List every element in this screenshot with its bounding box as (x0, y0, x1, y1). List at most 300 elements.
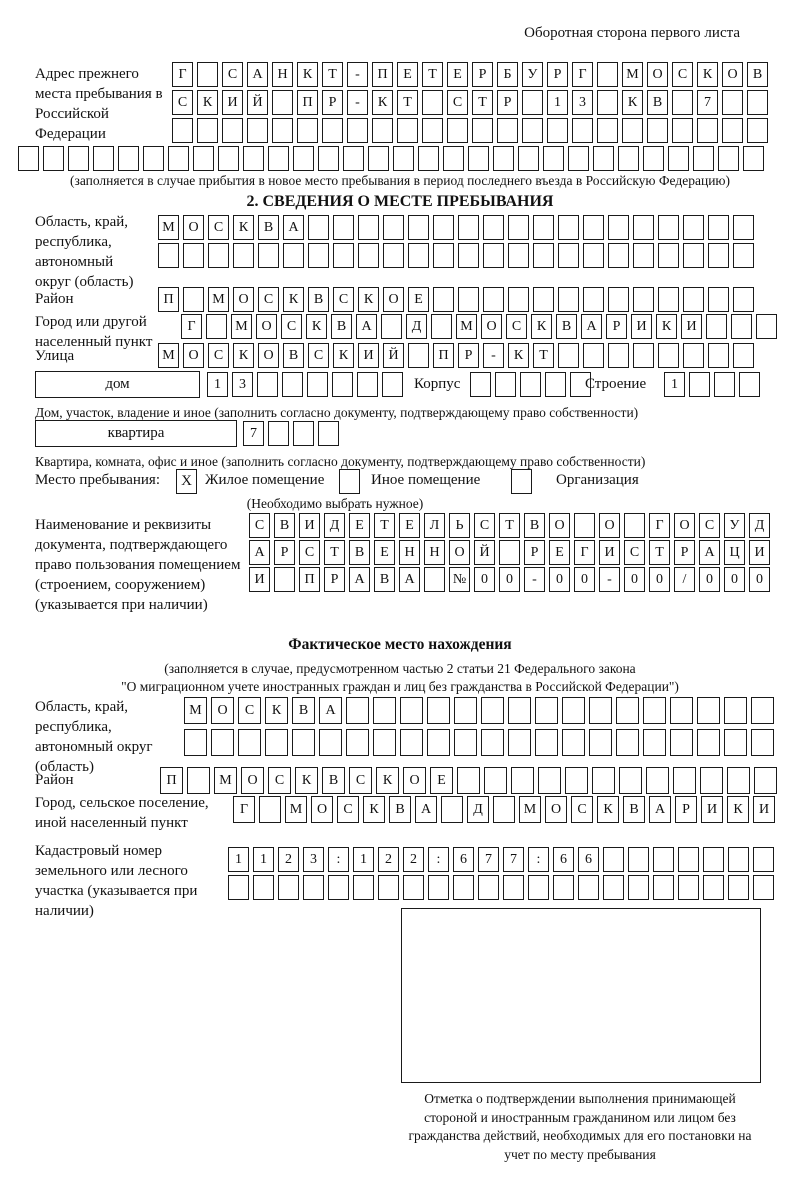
char-cell (493, 146, 514, 171)
char-cell: И (681, 314, 702, 339)
prev-address-row-3[interactable] (172, 118, 772, 143)
char-cell: С (172, 90, 193, 115)
char-cell (422, 118, 443, 143)
char-cell (558, 343, 579, 368)
char-cell: 2 (278, 847, 299, 872)
char-cell: О (383, 287, 404, 312)
char-cell (283, 243, 304, 268)
apartment-note: Квартира, комната, офис и иное (заполнить согласно документу, подтверждающему право собственности) (35, 454, 646, 469)
char-cell (724, 697, 747, 724)
char-cell (353, 875, 374, 900)
char-cell (753, 847, 774, 872)
char-cell: В (292, 697, 315, 724)
actual-city-label: Город, сельское поселение, иной населенный пункт (35, 795, 209, 831)
char-cell: - (483, 343, 504, 368)
char-cell: Е (447, 62, 468, 87)
char-cell (347, 118, 368, 143)
char-cell (592, 767, 615, 794)
apartment-number-row[interactable] (243, 421, 343, 446)
char-cell: 0 (699, 567, 720, 592)
actual-district-label: Район (35, 772, 74, 788)
char-cell (408, 343, 429, 368)
char-cell: М (158, 343, 179, 368)
prev-address-row-4[interactable] (18, 146, 768, 171)
char-cell (265, 729, 288, 756)
char-cell (458, 287, 479, 312)
char-cell: 7 (478, 847, 499, 872)
char-cell (658, 215, 679, 240)
char-cell (589, 697, 612, 724)
char-cell: Д (406, 314, 427, 339)
char-cell: О (311, 796, 333, 823)
char-cell: О (233, 287, 254, 312)
char-cell: К (531, 314, 552, 339)
char-cell (433, 215, 454, 240)
document-row-1[interactable] (249, 513, 774, 538)
checkbox-organizaciya[interactable] (511, 469, 532, 494)
char-cell (562, 697, 585, 724)
char-cell (583, 243, 604, 268)
char-cell: М (519, 796, 541, 823)
char-cell (708, 287, 729, 312)
char-cell: К (372, 90, 393, 115)
char-cell (322, 118, 343, 143)
char-cell: К (233, 215, 254, 240)
char-cell (308, 215, 329, 240)
char-cell: К (265, 697, 288, 724)
char-cell (653, 875, 674, 900)
actual-district-row[interactable] (160, 767, 781, 794)
prev-address-row-1[interactable] (172, 62, 772, 87)
char-cell: 0 (574, 567, 595, 592)
cadastral-row-1[interactable] (228, 847, 778, 872)
char-cell: - (599, 567, 620, 592)
char-cell: О (449, 540, 470, 565)
char-cell (308, 243, 329, 268)
char-cell (373, 697, 396, 724)
char-cell (383, 243, 404, 268)
char-cell (518, 146, 539, 171)
char-cell (597, 62, 618, 87)
checkbox-inoe[interactable] (339, 469, 360, 494)
char-cell (211, 729, 234, 756)
char-cell: 1 (207, 372, 228, 397)
char-cell: И (631, 314, 652, 339)
char-cell: С (474, 513, 495, 538)
char-cell: В (283, 343, 304, 368)
char-cell: Л (424, 513, 445, 538)
char-cell: М (456, 314, 477, 339)
char-cell (608, 287, 629, 312)
char-cell (724, 729, 747, 756)
char-cell: И (249, 567, 270, 592)
confirmation-stamp-box (401, 908, 761, 1083)
char-cell (447, 118, 468, 143)
char-cell (472, 118, 493, 143)
checkbox-zhiloe[interactable]: X (176, 469, 197, 494)
char-cell: Д (324, 513, 345, 538)
char-cell: 1 (547, 90, 568, 115)
char-cell (553, 875, 574, 900)
char-cell (400, 729, 423, 756)
char-cell (628, 847, 649, 872)
char-cell (603, 847, 624, 872)
char-cell (400, 697, 423, 724)
char-cell: М (208, 287, 229, 312)
char-cell (458, 243, 479, 268)
char-cell: Н (399, 540, 420, 565)
char-cell: И (753, 796, 775, 823)
char-cell (172, 118, 193, 143)
char-cell: О (211, 697, 234, 724)
char-cell (453, 875, 474, 900)
char-cell: С (337, 796, 359, 823)
char-cell: Г (574, 540, 595, 565)
char-cell: С (281, 314, 302, 339)
char-cell: А (415, 796, 437, 823)
char-cell (670, 729, 693, 756)
char-cell (143, 146, 164, 171)
char-cell (381, 314, 402, 339)
char-cell (558, 287, 579, 312)
actual-region-row-2[interactable] (184, 729, 778, 756)
char-cell (193, 146, 214, 171)
char-cell: Е (430, 767, 453, 794)
char-cell (319, 729, 342, 756)
char-cell (427, 697, 450, 724)
char-cell: Д (749, 513, 770, 538)
char-cell (728, 875, 749, 900)
char-cell (683, 343, 704, 368)
char-cell: А (699, 540, 720, 565)
char-cell: С (571, 796, 593, 823)
stroenie-label: Строение (585, 376, 647, 392)
char-cell: С (249, 513, 270, 538)
char-cell (357, 372, 378, 397)
char-cell: С (349, 767, 372, 794)
char-cell: Е (397, 62, 418, 87)
char-cell (158, 243, 179, 268)
char-cell (597, 118, 618, 143)
char-cell (608, 343, 629, 368)
char-cell (658, 287, 679, 312)
char-cell: И (358, 343, 379, 368)
char-cell (268, 421, 289, 446)
char-cell: К (297, 62, 318, 87)
char-cell (603, 875, 624, 900)
char-cell: С (268, 767, 291, 794)
char-cell (468, 146, 489, 171)
char-cell: А (399, 567, 420, 592)
char-cell (673, 767, 696, 794)
stroenie-row[interactable] (664, 372, 764, 397)
char-cell (647, 118, 668, 143)
char-cell: О (722, 62, 743, 87)
char-cell (708, 343, 729, 368)
char-cell (538, 767, 561, 794)
char-cell: Р (675, 796, 697, 823)
char-cell: 0 (474, 567, 495, 592)
char-cell (511, 767, 534, 794)
actual-location-note1: (заполняется в случае, предусмотренном частью 2 статьи 21 Федерального закона (164, 661, 636, 676)
char-cell (643, 146, 664, 171)
char-cell (733, 243, 754, 268)
document-row-2[interactable] (249, 540, 774, 565)
char-cell (332, 372, 353, 397)
cadastral-row-2[interactable] (228, 875, 778, 900)
confirmation-stamp-note: Отметка о подтверждении выполнения принимающей стороной и иностранным гражданином или лицом без гражданства действий, необходимых для его постановки на учет по месту пребывания (408, 1091, 752, 1162)
char-cell: П (372, 62, 393, 87)
char-cell (382, 372, 403, 397)
char-cell (272, 90, 293, 115)
char-cell: А (319, 697, 342, 724)
char-cell: А (349, 567, 370, 592)
char-cell: М (158, 215, 179, 240)
char-cell: Р (606, 314, 627, 339)
char-cell (722, 118, 743, 143)
char-cell (293, 421, 314, 446)
house-number-row[interactable] (207, 372, 407, 397)
korpus-row[interactable] (470, 372, 595, 397)
char-cell (297, 118, 318, 143)
char-cell: С (238, 697, 261, 724)
char-cell (307, 372, 328, 397)
char-cell: К (622, 90, 643, 115)
char-cell (373, 729, 396, 756)
char-cell (565, 767, 588, 794)
prev-address-note: (заполняется в случае прибытия в новое место пребывания в период последнего въезда в Российскую Федерацию) (69, 173, 731, 188)
char-cell: И (299, 513, 320, 538)
char-cell: 6 (453, 847, 474, 872)
char-cell: В (308, 287, 329, 312)
char-cell (543, 146, 564, 171)
char-cell (739, 372, 760, 397)
char-cell (118, 146, 139, 171)
prev-address-label: Адрес прежнего места пребывания в Российской Федерации (35, 66, 163, 142)
char-cell (499, 540, 520, 565)
char-cell (528, 875, 549, 900)
actual-region-row-1[interactable] (184, 697, 778, 724)
char-cell: 7 (503, 847, 524, 872)
house-type-box[interactable]: дом (35, 371, 200, 398)
char-cell (403, 875, 424, 900)
section2-title: 2. СВЕДЕНИЯ О МЕСТЕ ПРЕБЫВАНИЯ (246, 193, 554, 210)
char-cell (458, 215, 479, 240)
char-cell (18, 146, 39, 171)
char-cell (574, 513, 595, 538)
char-cell (497, 118, 518, 143)
char-cell (706, 314, 727, 339)
street-row[interactable] (158, 343, 758, 368)
char-cell: 1 (228, 847, 249, 872)
prev-address-row-2[interactable] (172, 90, 772, 115)
char-cell (328, 875, 349, 900)
char-cell (183, 287, 204, 312)
char-cell (433, 287, 454, 312)
char-cell (616, 697, 639, 724)
char-cell: В (647, 90, 668, 115)
char-cell: Т (422, 62, 443, 87)
char-cell: Е (549, 540, 570, 565)
char-cell (433, 243, 454, 268)
char-cell (282, 372, 303, 397)
char-cell: С (333, 287, 354, 312)
char-cell (508, 215, 529, 240)
char-cell (572, 118, 593, 143)
char-cell (418, 146, 439, 171)
char-cell: В (524, 513, 545, 538)
char-cell: И (749, 540, 770, 565)
char-cell: А (356, 314, 377, 339)
char-cell (495, 372, 516, 397)
city-row[interactable] (181, 314, 781, 339)
char-cell: И (701, 796, 723, 823)
city-label: Город или другой населенный пункт (35, 314, 153, 350)
char-cell (233, 243, 254, 268)
char-cell: Р (458, 343, 479, 368)
char-cell (643, 697, 666, 724)
char-cell (218, 146, 239, 171)
char-cell: : (528, 847, 549, 872)
district-label: Район (35, 291, 74, 307)
char-cell (258, 243, 279, 268)
char-cell: К (358, 287, 379, 312)
char-cell (422, 90, 443, 115)
char-cell (733, 215, 754, 240)
char-cell: Т (649, 540, 670, 565)
char-cell: 0 (499, 567, 520, 592)
char-cell (197, 118, 218, 143)
char-cell (93, 146, 114, 171)
char-cell (397, 118, 418, 143)
char-cell: Р (524, 540, 545, 565)
char-cell (378, 875, 399, 900)
cadastral-label: Кадастровый номер земельного или лесного участка (указывается при наличии) (35, 843, 198, 919)
char-cell: Й (247, 90, 268, 115)
char-cell (431, 314, 452, 339)
char-cell (346, 697, 369, 724)
char-cell (583, 343, 604, 368)
char-cell: А (649, 796, 671, 823)
char-cell (274, 567, 295, 592)
char-cell (718, 146, 739, 171)
stay-type-label: Место пребывания: (35, 472, 160, 488)
char-cell (558, 215, 579, 240)
char-cell: К (508, 343, 529, 368)
region-row-1[interactable] (158, 215, 758, 240)
char-cell: В (331, 314, 352, 339)
actual-city-row[interactable] (233, 796, 779, 823)
char-cell: О (549, 513, 570, 538)
char-cell: М (622, 62, 643, 87)
char-cell (683, 215, 704, 240)
char-cell (520, 372, 541, 397)
char-cell: С (624, 540, 645, 565)
char-cell (483, 287, 504, 312)
char-cell (428, 875, 449, 900)
char-cell (653, 847, 674, 872)
region-row-2[interactable] (158, 243, 758, 268)
char-cell: А (581, 314, 602, 339)
char-cell (624, 513, 645, 538)
char-cell: О (647, 62, 668, 87)
char-cell: Т (499, 513, 520, 538)
char-cell (683, 287, 704, 312)
char-cell: - (524, 567, 545, 592)
char-cell (457, 767, 480, 794)
char-cell (583, 215, 604, 240)
char-cell: В (349, 540, 370, 565)
char-cell (754, 767, 777, 794)
char-cell (522, 118, 543, 143)
char-cell (593, 146, 614, 171)
char-cell: 3 (303, 847, 324, 872)
char-cell (343, 146, 364, 171)
char-cell: Р (274, 540, 295, 565)
char-cell (643, 729, 666, 756)
char-cell: В (556, 314, 577, 339)
char-cell (533, 215, 554, 240)
char-cell (441, 796, 463, 823)
char-cell (187, 767, 210, 794)
char-cell: Б (497, 62, 518, 87)
char-cell (753, 875, 774, 900)
char-cell: 2 (403, 847, 424, 872)
char-cell (672, 90, 693, 115)
char-cell: Д (467, 796, 489, 823)
char-cell (470, 372, 491, 397)
char-cell (658, 243, 679, 268)
char-cell: № (449, 567, 470, 592)
char-cell: О (256, 314, 277, 339)
char-cell (700, 767, 723, 794)
char-cell (393, 146, 414, 171)
char-cell (292, 729, 315, 756)
char-cell (672, 118, 693, 143)
char-cell: 7 (243, 421, 264, 446)
district-row[interactable] (158, 287, 758, 312)
char-cell (708, 243, 729, 268)
char-cell (208, 243, 229, 268)
char-cell: К (233, 343, 254, 368)
char-cell: - (347, 62, 368, 87)
char-cell (508, 243, 529, 268)
char-cell: : (328, 847, 349, 872)
char-cell (589, 729, 612, 756)
char-cell: : (428, 847, 449, 872)
option-zhiloe-label: Жилое помещение (205, 472, 325, 488)
char-cell: 1 (664, 372, 685, 397)
char-cell: К (363, 796, 385, 823)
char-cell (733, 343, 754, 368)
char-cell: К (697, 62, 718, 87)
char-cell (568, 146, 589, 171)
char-cell (259, 796, 281, 823)
char-cell (708, 215, 729, 240)
apartment-type-box[interactable]: квартира (35, 420, 237, 447)
char-cell: В (747, 62, 768, 87)
document-label: Наименование и реквизиты документа, подтверждающего право пользования помещением (строением, сооружением) (указывается при наличии) (35, 517, 241, 613)
char-cell: Е (408, 287, 429, 312)
char-cell (443, 146, 464, 171)
char-cell: Й (383, 343, 404, 368)
char-cell: П (297, 90, 318, 115)
char-cell: 0 (724, 567, 745, 592)
char-cell: Т (472, 90, 493, 115)
char-cell: В (374, 567, 395, 592)
char-cell (633, 215, 654, 240)
document-row-3[interactable] (249, 567, 774, 592)
